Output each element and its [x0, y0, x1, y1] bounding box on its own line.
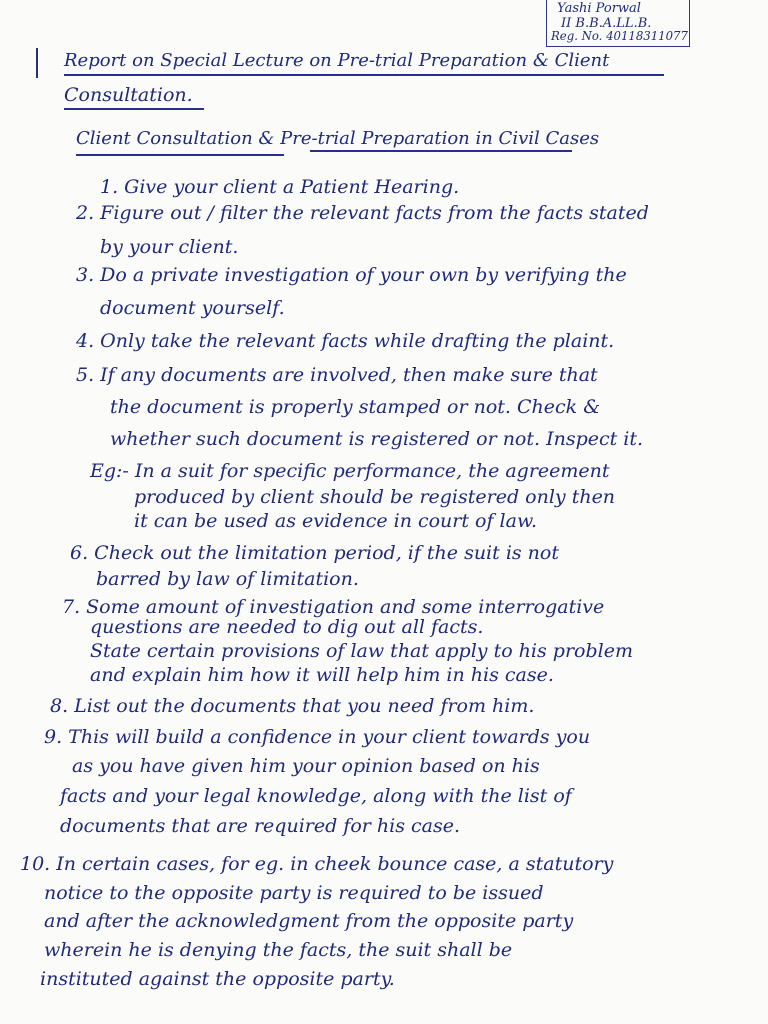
title-line-2: Consultation. [64, 84, 193, 106]
line-28: instituted against the opposite party. [40, 968, 395, 990]
line-19: 8. List out the documents that you need from him. [50, 695, 535, 717]
heading-underline-left [76, 154, 284, 156]
section-heading: Client Consultation & Pre-trial Preparation in Civil Cases [76, 128, 600, 149]
line-6: 4. Only take the relevant facts while drafting the plaint. [76, 330, 615, 352]
line-17: State certain provisions of law that apply to his problem [90, 640, 633, 662]
line-7: 5. If any documents are involved, then make sure that [76, 364, 598, 386]
line-4: 3. Do a private investigation of your own by verifying the [76, 264, 627, 286]
line-24: 10. In certain cases, for eg. in cheek bounce case, a statutory [20, 853, 614, 875]
title-underline-2 [64, 108, 204, 110]
heading-underline-right [310, 150, 572, 152]
line-10: Eg:- In a suit for specific performance, the agreement [90, 460, 610, 482]
line-15: 7. Some amount of investigation and some interrogative [62, 596, 605, 618]
line-8: the document is properly stamped or not. Check & [110, 396, 601, 418]
line-21: as you have given him your opinion based on his [72, 755, 540, 777]
title-underline-1 [64, 74, 664, 76]
student-reg-no: Reg. No. 40118311077 [551, 29, 688, 43]
student-course: II B.B.A.LL.B. [561, 16, 652, 31]
line-14: barred by law of limitation. [96, 568, 359, 590]
line-20: 9. This will build a confidence in your client towards you [44, 726, 591, 748]
student-id-box [546, 0, 690, 47]
line-5: document yourself. [100, 297, 285, 319]
line-2: 2. Figure out / filter the relevant facts from the facts stated [76, 202, 649, 224]
line-27: wherein he is denying the facts, the suit shall be [44, 939, 513, 961]
line-9: whether such document is registered or not. Inspect it. [110, 428, 644, 450]
margin-mark [36, 48, 38, 78]
line-23: documents that are required for his case. [60, 815, 461, 837]
line-3: by your client. [100, 236, 239, 258]
title-line-1: Report on Special Lecture on Pre-trial Preparation & Client [64, 50, 610, 71]
line-12: it can be used as evidence in court of law. [134, 510, 538, 532]
line-22: facts and your legal knowledge, along with the list of [60, 785, 572, 807]
line-16: questions are needed to dig out all facts. [90, 616, 484, 638]
line-13: 6. Check out the limitation period, if the suit is not [70, 542, 559, 564]
student-name: Yashi Porwal [557, 1, 641, 16]
line-25: notice to the opposite party is required to be issued [44, 882, 544, 904]
line-18: and explain him how it will help him in his case. [90, 664, 554, 686]
line-26: and after the acknowledgment from the opposite party [44, 910, 574, 932]
line-1: 1. Give your client a Patient Hearing. [100, 176, 460, 198]
line-11: produced by client should be registered only then [134, 486, 616, 508]
